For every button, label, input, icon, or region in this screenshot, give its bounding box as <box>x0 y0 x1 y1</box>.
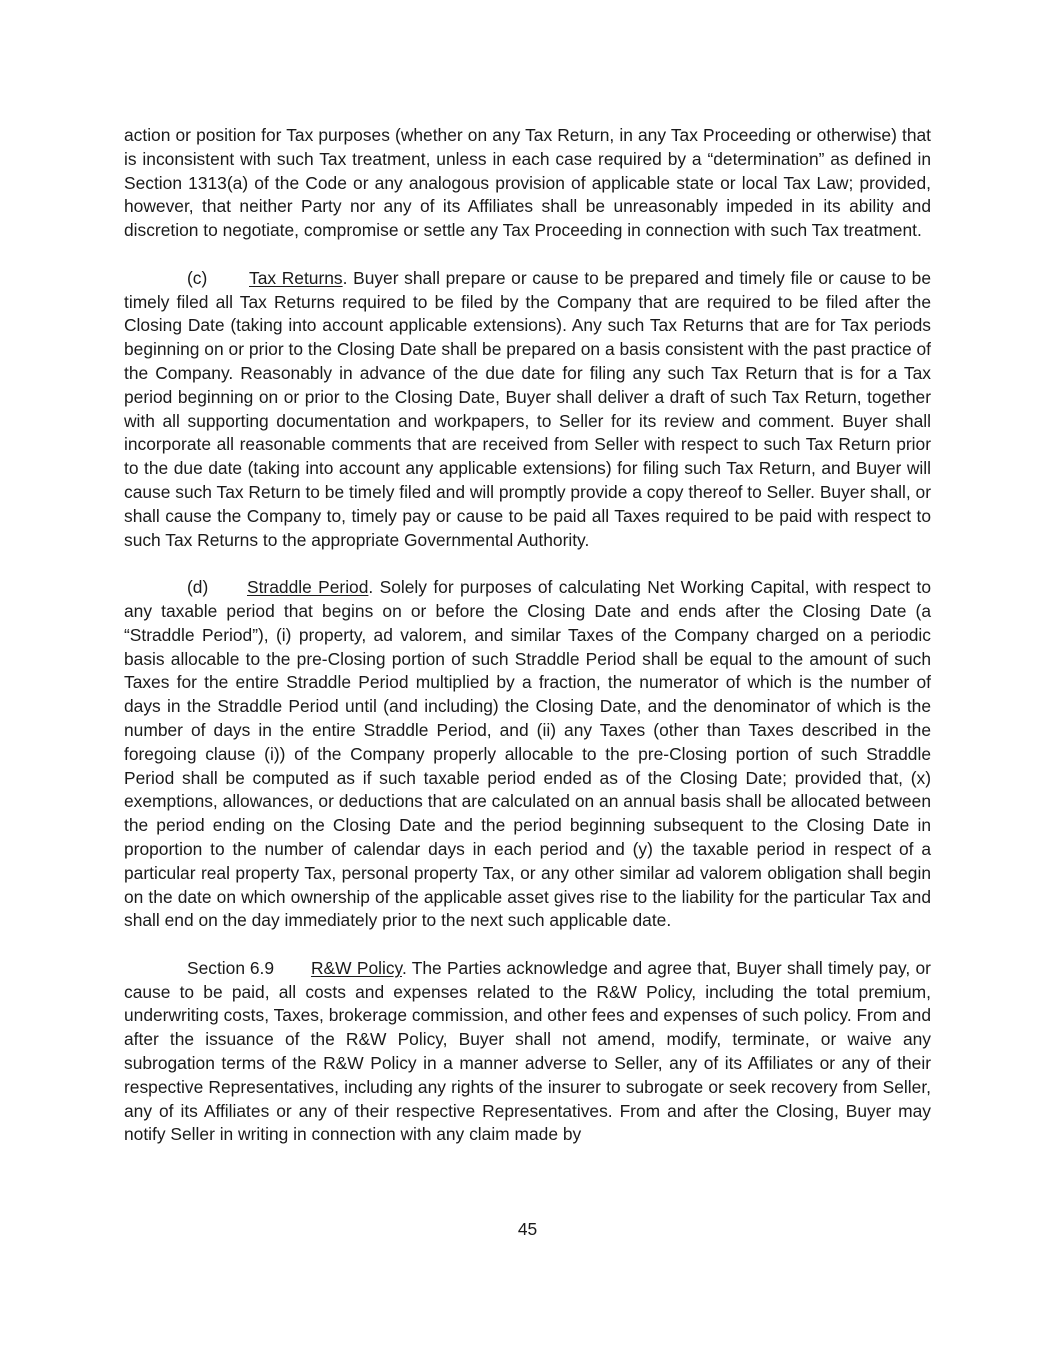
clause-label: (d) <box>187 577 209 598</box>
continuation-paragraph: action or position for Tax purposes (whether on any Tax Return, in any Tax Proceeding or otherwise) that is inconsistent with such Tax treatment, unless in each case required by a “determination” as defined in Section 1313(a) of the Code or any analogous provision of applicable state or local Tax Law; provided, however, that neither Party nor any of its Affiliates shall be unreasonably impeded in its ability and discretion to negotiate, compromise or settle any Tax Proceeding in connection with such Tax treatment. <box>124 125 931 241</box>
clause-label: (c) <box>187 267 208 288</box>
rw-policy-section <box>124 957 931 1147</box>
page-number: 45 <box>517 1219 538 1239</box>
section-number: Section 6.9 <box>187 957 275 978</box>
clause-heading: Straddle Period <box>247 577 369 598</box>
clause-heading: Tax Returns <box>249 267 343 288</box>
clause-body: . Buyer shall prepare or cause to be prepared and timely file or cause to be timely filed all Tax Returns required to be filed by the Company that are required to be filed after the Closing Date (taking into account applicable extensions). Any such Tax Returns that are for Tax periods beginning on or prior to the Closing Date shall be prepared on a basis consistent with the past practice of the Company. Reasonably in advance of the due date for filing any such Tax Return that is for a Tax period beginning on or prior to the Closing Date, Buyer shall deliver a draft of such Tax Return, together with all supporting documentation and workpapers, to Seller for its review and comment. Buyer shall incorporate all reasonable comments that are received from Seller with respect to such Tax Return prior to the due date (taking into account any applicable extensions) for filing such Tax Return, and Buyer will cause such Tax Return to be timely filed and will promptly provide a copy thereof to Seller. Buyer shall, or shall cause the Company to, timely pay or cause to be paid all Taxes required to be paid with respect to such Tax Returns to the appropriate Governmental Authority. <box>124 267 931 550</box>
tax-returns-paragraph <box>124 267 931 553</box>
section-body: . The Parties acknowledge and agree that, Buyer shall timely pay, or cause to be paid, all costs and expenses related to the R&W Policy, including the total premium, underwriting costs, Taxes, brokerage commission, and other fees and expenses of such policy. From and after the issuance of the R&W Policy, Buyer shall not amend, modify, terminate, or waive any subrogation terms of the R&W Policy in a manner adverse to Seller, any of its Affiliates or any of their respective Representatives, including any rights of the insurer to subrogate or seek recovery from Seller, any of its Affiliates or any of their respective Representatives. From and after the Closing, Buyer may notify Seller in writing in connection with any claim made by <box>124 957 931 1145</box>
straddle-period-paragraph <box>124 576 931 933</box>
section-heading: R&W Policy <box>311 957 402 978</box>
document-page <box>124 124 931 1147</box>
clause-body: . Solely for purposes of calculating Net Working Capital, with respect to any taxable period that begins on or before the Closing Date and ends after the Closing Date (a “Straddle Period”), (i) property, ad valorem, and similar Taxes of the Company charged on a periodic basis allocable to the pre-Closing portion of such Straddle Period shall be equal to the amount of such Taxes for the entire Straddle Period multiplied by a fraction, the numerator of which is the number of days in the Straddle Period until (and including) the Closing Date, and the denominator of which is the number of days in the entire Straddle Period, and (ii) any Taxes (other than Taxes described in the foregoing clause (i)) of the Company properly allocable to the pre-Closing portion of such Straddle Period shall be computed as if such taxable period ended as of the Closing Date; provided that, (x) exemptions, allowances, or deductions that are calculated on an annual basis shall be allocated between the period ending on the Closing Date and the period beginning subsequent to the Closing Date in proportion to the number of calendar days in each period and (y) the taxable period in respect of a particular real property Tax, personal property Tax, or any other similar ad valorem obligation shall begin on the date on which ownership of the applicable asset gives rise to the liability for the particular Tax and shall end on the day immediately prior to the next such applicable date. <box>124 577 932 931</box>
